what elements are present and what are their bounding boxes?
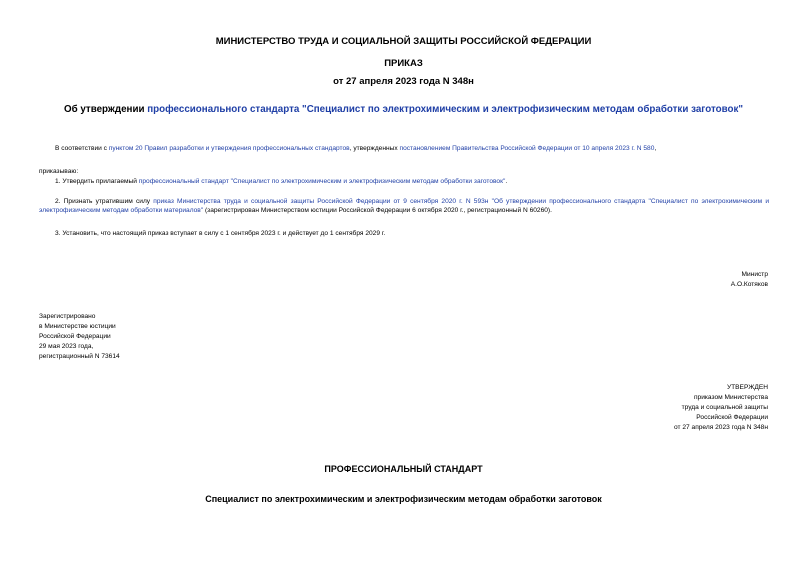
signature-name: А.О.Котяков — [730, 281, 768, 288]
approved-line-1: УТВЕРЖДЕН — [726, 384, 768, 391]
approved-line-2: приказом Министерства — [693, 394, 768, 401]
registration-line-1: Зарегистрировано — [39, 313, 96, 320]
approved-line-3: труда и социальной защиты — [681, 404, 768, 411]
signature-block — [731, 270, 768, 290]
title-standard-link[interactable]: профессионального стандарта "Специалист по электрохимическим и электрофизическим методам обработки заготовок" — [147, 104, 744, 115]
item-1 — [55, 177, 770, 186]
registration-line-3: Российской Федерации — [39, 333, 111, 340]
order-word: приказываю: — [39, 168, 79, 175]
order-title — [0, 104, 807, 115]
registration-block — [39, 312, 120, 362]
item-2-end: (зарегистрирован Министерством юстиции Российской Федерации 6 октября 2020 г., регистрационный N 60260). — [203, 207, 552, 214]
preamble-text-2: , утвержденных — [349, 145, 400, 152]
rules-link[interactable]: пунктом 20 Правил разработки и утверждения профессиональных стандартов — [108, 145, 350, 152]
registration-line-4: 29 мая 2023 года, — [39, 343, 94, 350]
item-1-standard-link[interactable]: профессиональный стандарт "Специалист по электрохимическим и электрофизическим методам обработки заготовок" — [138, 178, 506, 185]
registration-line-5: регистрационный N 73614 — [39, 353, 120, 360]
item-1-end: . — [505, 178, 508, 185]
item-3: 3. Установить, что настоящий приказ вступает в силу с 1 сентября 2023 г. и действует до 1 сентября 2029 г. — [55, 230, 386, 237]
signature-position: Министр — [741, 271, 768, 278]
standard-heading: ПРОФЕССИОНАЛЬНЫЙ СТАНДАРТ — [324, 464, 483, 474]
preamble-text-3: , — [654, 145, 657, 152]
ministry-heading: МИНИСТЕРСТВО ТРУДА И СОЦИАЛЬНОЙ ЗАЩИТЫ РОССИЙСКОЙ ФЕДЕРАЦИИ — [215, 36, 592, 47]
standard-name: Специалист по электрохимическим и электрофизическим методам обработки заготовок — [205, 494, 602, 504]
registration-line-2: в Министерстве юстиции — [39, 323, 116, 330]
title-prefix: Об утверждении — [63, 104, 148, 115]
item-1-text: 1. Утвердить прилагаемый — [55, 178, 139, 185]
doc-date-number: от 27 апреля 2023 года N 348н — [333, 76, 474, 87]
government-decree-link[interactable]: постановлением Правительства Российской Федерации от 10 апреля 2023 г. N 580 — [399, 145, 655, 152]
approved-block — [674, 383, 768, 433]
doc-type-heading: ПРИКАЗ — [384, 58, 423, 69]
approved-line-4: Российской Федерации — [696, 414, 768, 421]
approved-line-5: от 27 апреля 2023 года N 348н — [673, 424, 768, 431]
item-2-text: 2. Признать утратившим силу — [55, 198, 154, 205]
preamble-text-1: В соответствии с — [55, 145, 109, 152]
item-2-order-link[interactable]: приказ Министерства труда и социальной защиты Российской Федерации от 9 сентября 2020 г. N 593н "Об утверждении профессионального стандарта "Специалист по электрохимическим и электрофизическим методам обработки материалов" — [39, 198, 769, 214]
preamble-paragraph — [55, 144, 770, 153]
item-2 — [39, 197, 769, 215]
